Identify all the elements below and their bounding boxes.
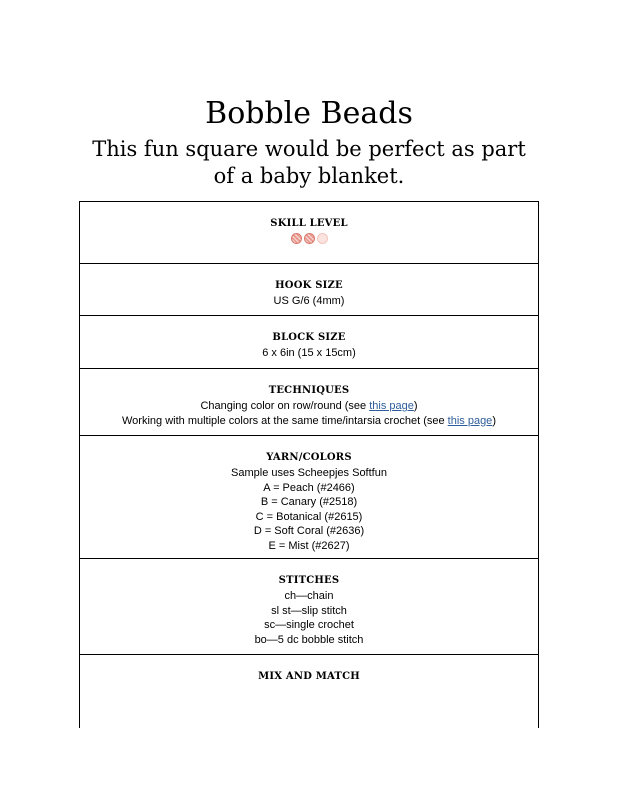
stitches-heading: STITCHES	[278, 575, 340, 586]
technique-link[interactable]: this page	[369, 400, 414, 412]
techniques-section	[80, 369, 538, 436]
block-size-heading: BLOCK SIZE	[272, 332, 346, 343]
stitch-item: sl st—slip stitch	[271, 604, 347, 617]
block-size-section	[80, 316, 538, 369]
stitch-item: sc—single crochet	[264, 619, 354, 631]
yarn-ball-icon	[317, 233, 328, 244]
pattern-info-table	[79, 201, 539, 728]
mix-and-match-section	[80, 655, 538, 729]
technique-link[interactable]: this page	[447, 414, 493, 427]
mix-and-match-heading: MIX AND MATCH	[258, 671, 360, 682]
technique-text: Changing color on row/round (see	[200, 400, 370, 412]
techniques-heading: TECHNIQUES	[268, 385, 350, 396]
hook-size-value: US G/6 (4mm)	[273, 295, 345, 307]
technique-item	[80, 414, 538, 429]
yarn-color-item: D = Soft Coral (#2636)	[253, 525, 365, 537]
stitch-item: ch—chain	[284, 590, 334, 602]
hook-size-section	[80, 264, 538, 316]
skill-level-rating	[80, 233, 538, 244]
technique-text-end: )	[492, 414, 496, 427]
page-title: Bobble Beads	[205, 96, 413, 131]
hook-size-heading: HOOK SIZE	[275, 280, 343, 291]
stitches-section	[80, 559, 538, 655]
block-size-value: 6 x 6in (15 x 15cm)	[262, 347, 356, 359]
yarn-colors-heading: YARN/COLORS	[266, 452, 352, 463]
yarn-colors-section	[80, 436, 538, 559]
yarn-color-item: C = Botanical (#2615)	[255, 510, 363, 523]
yarn-color-item: B = Canary (#2518)	[260, 496, 358, 508]
skill-level-heading: SKILL LEVEL	[270, 218, 348, 229]
technique-text-end: )	[413, 400, 418, 412]
yarn-color-item: E = Mist (#2627)	[268, 539, 350, 552]
yarn-ball-icon	[291, 233, 302, 244]
skill-level-section	[80, 202, 538, 264]
yarn-intro: Sample uses Scheepjes Softfun	[231, 467, 387, 479]
yarn-color-item: A = Peach (#2466)	[263, 481, 355, 494]
technique-text: Working with multiple colors at the same time/intarsia crochet (see	[122, 414, 448, 427]
yarn-ball-icon	[304, 233, 315, 244]
stitch-item: bo—5 dc bobble stitch	[254, 633, 364, 646]
page-subtitle: This fun square would be perfect as part of a baby blanket.	[92, 137, 526, 188]
technique-item	[80, 399, 538, 414]
